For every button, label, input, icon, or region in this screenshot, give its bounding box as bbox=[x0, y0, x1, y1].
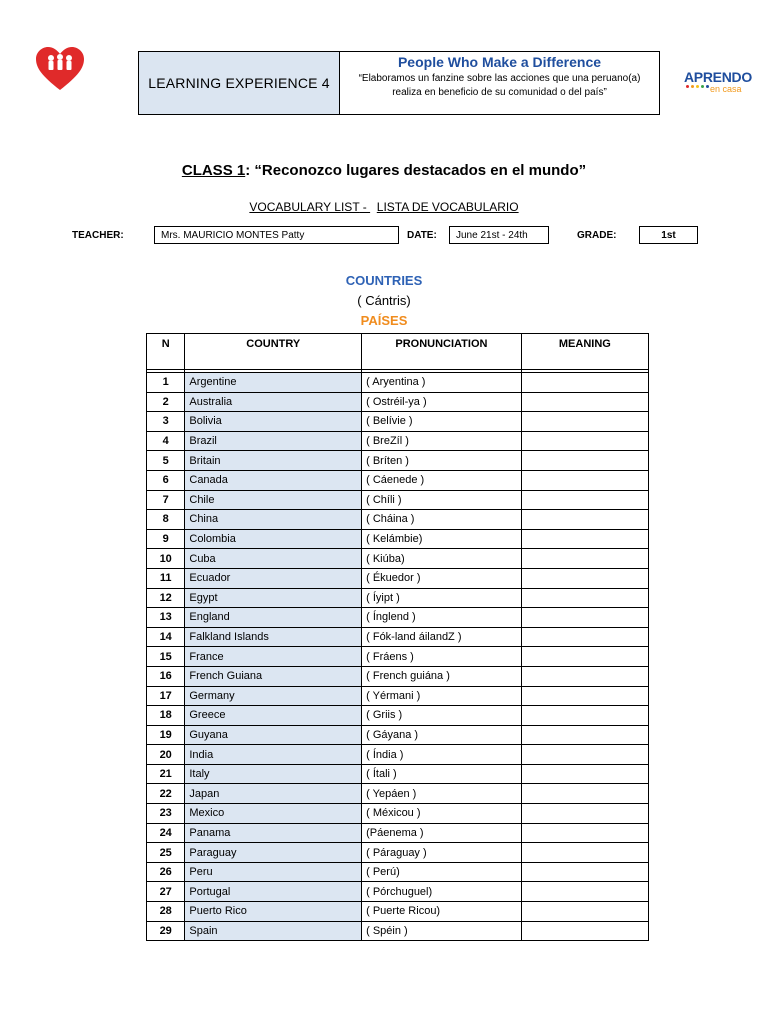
pronunciation: ( Gáyana ) bbox=[362, 725, 522, 745]
row-number: 26 bbox=[147, 862, 185, 882]
class-label: CLASS 1 bbox=[181, 162, 246, 179]
row-number: 16 bbox=[147, 666, 185, 686]
row-number: 25 bbox=[147, 843, 185, 863]
row-number: 8 bbox=[147, 510, 185, 530]
header-title-cell bbox=[340, 52, 659, 114]
pronunciation: ( Spéin ) bbox=[362, 921, 522, 941]
table-row bbox=[147, 843, 649, 863]
row-number: 14 bbox=[147, 627, 185, 647]
meaning-cell[interactable] bbox=[521, 882, 648, 902]
grade-field: 1st bbox=[639, 226, 698, 244]
country-name: Brazil bbox=[185, 431, 362, 451]
pronunciation: ( Ínglend ) bbox=[362, 608, 522, 628]
vocabulary-table bbox=[146, 333, 649, 941]
pronunciation: ( Puerte Ricou) bbox=[362, 902, 522, 922]
country-name: Germany bbox=[185, 686, 362, 706]
meaning-cell[interactable] bbox=[521, 510, 648, 530]
row-number: 19 bbox=[147, 725, 185, 745]
grade-label: GRADE: bbox=[577, 230, 617, 241]
column-header-pronunciation: PRONUNCIATION bbox=[362, 334, 522, 370]
meaning-cell[interactable] bbox=[521, 627, 648, 647]
pronunciation: ( Fráens ) bbox=[362, 647, 522, 667]
date-field: June 21st - 24th bbox=[449, 226, 549, 244]
table-row bbox=[147, 373, 649, 393]
meaning-cell[interactable] bbox=[521, 470, 648, 490]
pronunciation: ( Yepáen ) bbox=[362, 784, 522, 804]
vocab-english: VOCABULARY LIST bbox=[249, 200, 360, 214]
meaning-cell[interactable] bbox=[521, 568, 648, 588]
row-number: 24 bbox=[147, 823, 185, 843]
row-number: 11 bbox=[147, 568, 185, 588]
table-header-row bbox=[147, 334, 649, 370]
vocabulary-list-heading bbox=[0, 200, 768, 214]
row-number: 9 bbox=[147, 529, 185, 549]
table-row bbox=[147, 784, 649, 804]
table-row bbox=[147, 745, 649, 765]
column-header-country: COUNTRY bbox=[185, 334, 362, 370]
meaning-cell[interactable] bbox=[521, 549, 648, 569]
countries-pronunciation-heading: ( Cántris) bbox=[357, 293, 411, 308]
meaning-cell[interactable] bbox=[521, 451, 648, 471]
country-name: Cuba bbox=[185, 549, 362, 569]
country-name: China bbox=[185, 510, 362, 530]
table-row bbox=[147, 666, 649, 686]
meaning-cell[interactable] bbox=[521, 784, 648, 804]
unit-description: “Elaboramos un fanzine sobre las acciones que una peruano(a) realiza en beneficio de su comunidad o del país” bbox=[358, 73, 641, 98]
table-row bbox=[147, 823, 649, 843]
pronunciation: ( Kiúba) bbox=[362, 549, 522, 569]
country-name: Portugal bbox=[185, 882, 362, 902]
pronunciation: ( Bríten ) bbox=[362, 451, 522, 471]
row-number: 3 bbox=[147, 412, 185, 432]
vocab-dash: - bbox=[359, 200, 371, 214]
pronunciation: ( Yérmani ) bbox=[362, 686, 522, 706]
table-row bbox=[147, 549, 649, 569]
logo-dots bbox=[686, 85, 709, 88]
country-name: Britain bbox=[185, 451, 362, 471]
row-number: 1 bbox=[147, 373, 185, 393]
country-name: Ecuador bbox=[185, 568, 362, 588]
country-name: French Guiana bbox=[185, 666, 362, 686]
pronunciation: ( Chíli ) bbox=[362, 490, 522, 510]
table-row bbox=[147, 725, 649, 745]
unit-title: People Who Make a Difference bbox=[397, 54, 602, 70]
countries-heading: COUNTRIES bbox=[345, 273, 423, 288]
table-row bbox=[147, 608, 649, 628]
class-topic: “Reconozco lugares destacados en el mundo” bbox=[254, 162, 587, 179]
meaning-cell[interactable] bbox=[521, 686, 648, 706]
country-name: France bbox=[185, 647, 362, 667]
pronunciation: ( Ítali ) bbox=[362, 764, 522, 784]
date-label: DATE: bbox=[407, 230, 437, 241]
row-number: 13 bbox=[147, 608, 185, 628]
row-number: 20 bbox=[147, 745, 185, 765]
table-body bbox=[147, 370, 649, 941]
table-row bbox=[147, 588, 649, 608]
table-row bbox=[147, 431, 649, 451]
info-row bbox=[0, 226, 768, 246]
table-row bbox=[147, 882, 649, 902]
table-row bbox=[147, 392, 649, 412]
meaning-cell[interactable] bbox=[521, 902, 648, 922]
row-number: 4 bbox=[147, 431, 185, 451]
meaning-cell[interactable] bbox=[521, 843, 648, 863]
table-row bbox=[147, 627, 649, 647]
teacher-field: Mrs. MAURICIO MONTES Patty bbox=[154, 226, 399, 244]
meaning-cell[interactable] bbox=[521, 392, 648, 412]
pronunciation: ( Ostréil-ya ) bbox=[362, 392, 522, 412]
meaning-cell[interactable] bbox=[521, 588, 648, 608]
row-number: 5 bbox=[147, 451, 185, 471]
table-row bbox=[147, 529, 649, 549]
table-row bbox=[147, 412, 649, 432]
country-name: Argentine bbox=[185, 373, 362, 393]
meaning-cell[interactable] bbox=[521, 608, 648, 628]
country-name: Italy bbox=[185, 764, 362, 784]
country-name: Spain bbox=[185, 921, 362, 941]
meaning-cell[interactable] bbox=[521, 823, 648, 843]
pronunciation: ( BreZíl ) bbox=[362, 431, 522, 451]
pronunciation: ( Páraguay ) bbox=[362, 843, 522, 863]
pronunciation: ( Kelámbie) bbox=[362, 529, 522, 549]
table-row bbox=[147, 510, 649, 530]
row-number: 17 bbox=[147, 686, 185, 706]
country-name: Mexico bbox=[185, 804, 362, 824]
pronunciation: ( Méxicou ) bbox=[362, 804, 522, 824]
row-number: 23 bbox=[147, 804, 185, 824]
table-row bbox=[147, 921, 649, 941]
country-name: Japan bbox=[185, 784, 362, 804]
row-number: 15 bbox=[147, 647, 185, 667]
meaning-cell[interactable] bbox=[521, 921, 648, 941]
meaning-cell[interactable] bbox=[521, 529, 648, 549]
country-name: Greece bbox=[185, 706, 362, 726]
column-header-n: N bbox=[147, 334, 185, 370]
country-name: Panama bbox=[185, 823, 362, 843]
row-number: 21 bbox=[147, 764, 185, 784]
table-row bbox=[147, 706, 649, 726]
aprendo-logo-brand: APRENDO bbox=[684, 69, 752, 85]
meaning-cell[interactable] bbox=[521, 764, 648, 784]
table-row bbox=[147, 686, 649, 706]
table-row bbox=[147, 804, 649, 824]
country-name: Bolivia bbox=[185, 412, 362, 432]
aprendo-logo-sub: en casa bbox=[710, 84, 742, 94]
pronunciation: ( Aryentina ) bbox=[362, 373, 522, 393]
row-number: 28 bbox=[147, 902, 185, 922]
meaning-cell[interactable] bbox=[521, 862, 648, 882]
column-header-meaning: MEANING bbox=[521, 334, 648, 370]
meaning-cell[interactable] bbox=[521, 745, 648, 765]
pronunciation: ( Ékuedor ) bbox=[362, 568, 522, 588]
header-box bbox=[138, 51, 660, 115]
pronunciation: (Páenema ) bbox=[362, 823, 522, 843]
row-number: 10 bbox=[147, 549, 185, 569]
row-number: 6 bbox=[147, 470, 185, 490]
country-name: Falkland Islands bbox=[185, 627, 362, 647]
teacher-label: TEACHER: bbox=[72, 230, 124, 241]
country-name: Chile bbox=[185, 490, 362, 510]
country-name: Puerto Rico bbox=[185, 902, 362, 922]
country-name: Paraguay bbox=[185, 843, 362, 863]
meaning-cell[interactable] bbox=[521, 431, 648, 451]
row-number: 18 bbox=[147, 706, 185, 726]
paises-heading: PAÍSES bbox=[360, 313, 408, 328]
country-name: Australia bbox=[185, 392, 362, 412]
table-row bbox=[147, 647, 649, 667]
pronunciation: ( Belívie ) bbox=[362, 412, 522, 432]
class-separator: : bbox=[245, 162, 255, 179]
meaning-cell[interactable] bbox=[521, 412, 648, 432]
row-number: 7 bbox=[147, 490, 185, 510]
country-name: India bbox=[185, 745, 362, 765]
table-row bbox=[147, 764, 649, 784]
fe-y-alegria-logo bbox=[34, 46, 86, 92]
learning-experience-label: LEARNING EXPERIENCE 4 bbox=[139, 52, 340, 114]
pronunciation: ( French guiána ) bbox=[362, 666, 522, 686]
meaning-cell[interactable] bbox=[521, 706, 648, 726]
country-name: Peru bbox=[185, 862, 362, 882]
meaning-cell[interactable] bbox=[521, 725, 648, 745]
class-title bbox=[0, 162, 768, 179]
country-name: Colombia bbox=[185, 529, 362, 549]
country-name: Egypt bbox=[185, 588, 362, 608]
row-number: 2 bbox=[147, 392, 185, 412]
pronunciation: ( Perú) bbox=[362, 862, 522, 882]
meaning-cell[interactable] bbox=[521, 490, 648, 510]
row-number: 12 bbox=[147, 588, 185, 608]
meaning-cell[interactable] bbox=[521, 804, 648, 824]
table-row bbox=[147, 568, 649, 588]
row-number: 27 bbox=[147, 882, 185, 902]
table-row bbox=[147, 451, 649, 471]
row-number: 22 bbox=[147, 784, 185, 804]
country-name: England bbox=[185, 608, 362, 628]
table-row bbox=[147, 470, 649, 490]
pronunciation: ( Íyipt ) bbox=[362, 588, 522, 608]
table-row bbox=[147, 490, 649, 510]
meaning-cell[interactable] bbox=[521, 666, 648, 686]
vocab-spanish: LISTA DE VOCABULARIO bbox=[376, 200, 519, 214]
pronunciation: ( Cháina ) bbox=[362, 510, 522, 530]
pronunciation: ( Cáenede ) bbox=[362, 470, 522, 490]
pronunciation: ( Griis ) bbox=[362, 706, 522, 726]
meaning-cell[interactable] bbox=[521, 373, 648, 393]
aprendo-en-casa-logo bbox=[684, 70, 754, 96]
meaning-cell[interactable] bbox=[521, 647, 648, 667]
pronunciation: ( Pórchuguel) bbox=[362, 882, 522, 902]
table-row bbox=[147, 902, 649, 922]
country-name: Canada bbox=[185, 470, 362, 490]
country-name: Guyana bbox=[185, 725, 362, 745]
pronunciation: ( Índia ) bbox=[362, 745, 522, 765]
row-number: 29 bbox=[147, 921, 185, 941]
table-row bbox=[147, 862, 649, 882]
pronunciation: ( Fók-land áilandZ ) bbox=[362, 627, 522, 647]
